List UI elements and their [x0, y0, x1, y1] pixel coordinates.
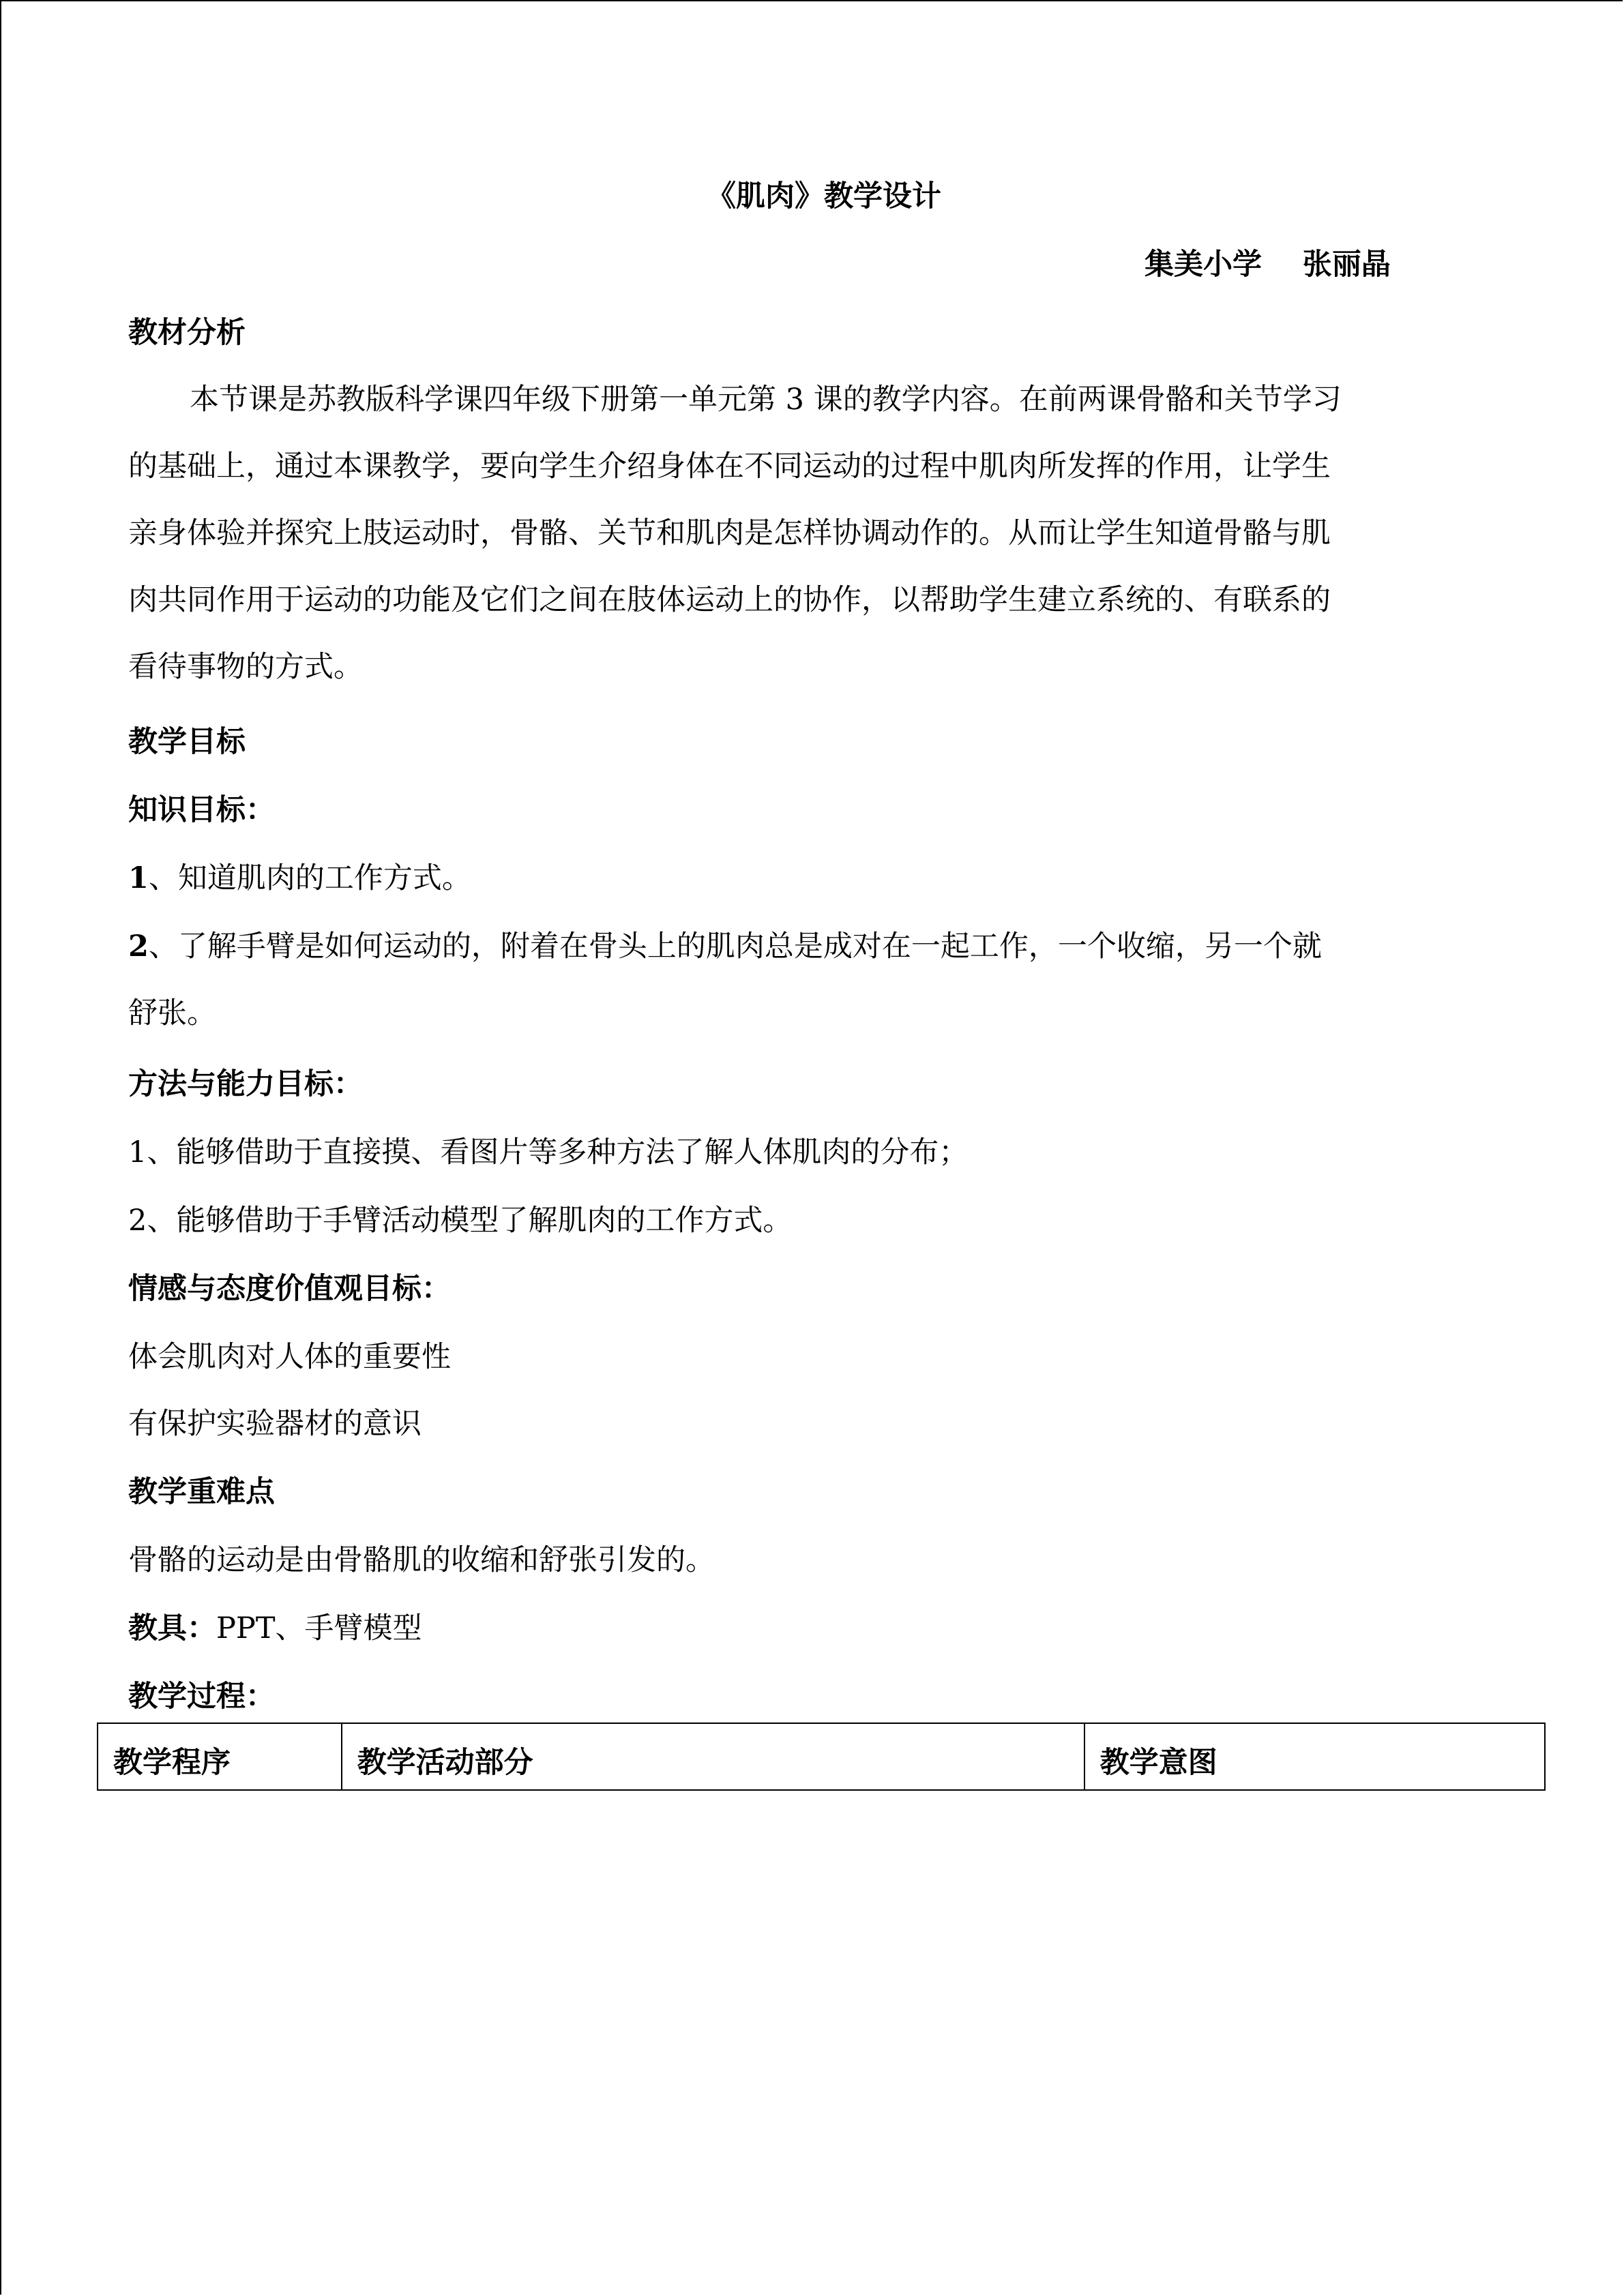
- tools-line: [128, 1608, 422, 1649]
- analysis-line-2: 的基础上，通过本课教学，要向学生介绍身体在不同运动的过程中肌肉所发挥的作用，让学生: [128, 449, 1331, 483]
- header-teaching-activities: 教学活动部分: [342, 1723, 1084, 1790]
- process-table-header-row: [98, 1723, 1545, 1790]
- tools-text: PPT、手臂模型: [216, 1611, 422, 1645]
- keypoint-heading: 教学重难点: [128, 1475, 275, 1509]
- method-heading: 方法与能力目标：: [128, 1067, 363, 1101]
- knowledge-heading: 知识目标：: [128, 793, 275, 827]
- emotion-heading: 情感与态度价值观目标：: [128, 1272, 451, 1306]
- knowledge-item-2: [128, 926, 1322, 967]
- header-teaching-intent: 教学意图: [1084, 1723, 1545, 1790]
- knowledge-item-1: [128, 858, 471, 899]
- keypoint-text: 骨骼的运动是由骨骼肌的收缩和舒张引发的。: [128, 1543, 715, 1577]
- process-table: [97, 1723, 1546, 1791]
- knowledge-item-2-text: 、了解手臂是如何运动的，附着在骨头上的肌肉总是成对在一起工作，一个收缩，另一个就: [148, 929, 1322, 964]
- analysis-line-1: 本节课是苏教版科学课四年级下册第一单元第 3 课的教学内容。在前两课骨骼和关节学习: [190, 383, 1342, 417]
- analysis-heading: 教材分析: [128, 316, 246, 350]
- goals-heading: 教学目标: [128, 725, 246, 759]
- method-item-1: 1、能够借助于直接摸、看图片等多种方法了解人体肌肉的分布；: [128, 1135, 969, 1169]
- header-teaching-procedure: 教学程序: [98, 1723, 342, 1790]
- tools-label: 教具：: [128, 1611, 216, 1645]
- emotion-item-2: 有保护实验器材的意识: [128, 1407, 422, 1441]
- process-heading: 教学过程：: [128, 1680, 275, 1714]
- analysis-line-3: 亲身体验并探究上肢运动时，骨骼、关节和肌肉是怎样协调动作的。从而让学生知道骨骼与肌: [128, 516, 1331, 550]
- analysis-line-4: 肉共同作用于运动的功能及它们之间在肢体运动上的协作，以帮助学生建立系统的、有联系的: [128, 583, 1331, 617]
- knowledge-item-1-number: 1: [128, 861, 149, 895]
- emotion-item-1: 体会肌肉对人体的重要性: [128, 1340, 451, 1374]
- method-item-2: 2、能够借助于手臂活动模型了解肌肉的工作方式。: [128, 1204, 793, 1238]
- knowledge-item-1-text: 、知道肌肉的工作方式。: [148, 861, 471, 895]
- analysis-line-5: 看待事物的方式。: [128, 650, 363, 684]
- document-title: 《肌肉》教学设计: [707, 179, 941, 213]
- knowledge-item-2-continued: 舒张。: [128, 996, 216, 1030]
- knowledge-item-2-number: 2: [128, 929, 149, 964]
- author-line: 集美小学 张丽晶: [1145, 248, 1391, 282]
